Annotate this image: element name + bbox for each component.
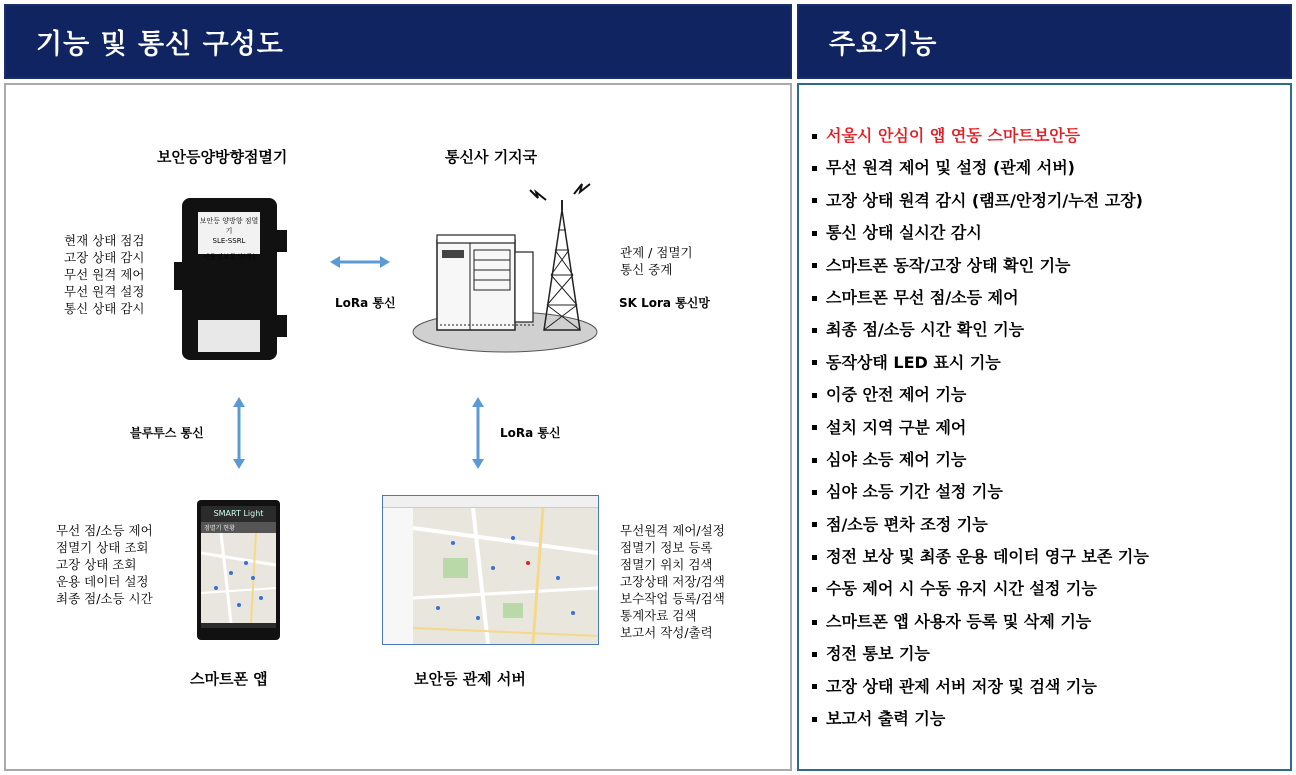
feature-item [812,185,1282,217]
feature-text: 동작상태 LED 표시 기능 [826,352,1001,372]
feature-text: 고장 상태 원격 감시 (램프/안정기/누전 고장) [826,190,1143,210]
server-toolbar [383,496,598,508]
device-feature: 무선 원격 제어 [64,267,145,282]
device-feature-list [64,232,144,317]
feature-text: 고장 상태 관제 서버 저장 및 검색 기능 [826,676,1097,696]
server-feature: 통계자료 검색 [620,608,697,623]
server-feature-list [620,522,725,641]
feature-text: 정전 보상 및 최종 운용 데이터 영구 보존 기능 [826,547,1149,567]
bullet-icon [812,263,817,268]
app-feature: 최종 점/소등 시간 [56,591,153,606]
feature-text: 최종 점/소등 시간 확인 기능 [826,320,1025,340]
device-feature: 무선 원격 설정 [64,284,145,299]
app-title: 스마트폰 앱 [190,670,268,688]
bullet-icon [812,328,817,333]
server-feature: 점멸기 정보 등록 [620,540,713,555]
feature-text: 스마트폰 동작/고장 상태 확인 기능 [826,255,1071,275]
bullet-icon [812,231,817,236]
server-feature: 보수작업 등록/검색 [620,591,725,606]
diagram-panel [4,83,792,771]
feature-item [812,152,1282,184]
app-screen-subtitle: 점멸기 현황 [201,522,276,533]
feature-item [812,347,1282,379]
feature-item [812,120,1282,152]
feature-item [812,638,1282,670]
bullet-icon [812,134,817,139]
device-label-maker: 서울정보통신(주) [202,253,256,261]
feature-item [812,541,1282,573]
feature-text: 심야 소등 기간 설정 기능 [826,482,1003,502]
diagram-header [4,4,792,79]
device-tab [174,262,184,290]
feature-text: 무선 원격 제어 및 설정 (관제 서버) [826,158,1075,178]
feature-item [812,476,1282,508]
base-station-title: 통신사 기지국 [445,148,538,166]
bullet-icon [812,296,817,301]
smartphone-image [197,500,280,640]
feature-item [812,217,1282,249]
network-label: SK Lora 통신망 [619,296,710,310]
features-header [797,4,1292,79]
diagram-header-title: 기능 및 통신 구성도 [36,29,284,60]
feature-item [812,573,1282,605]
bullet-icon [812,198,817,203]
feature-item [812,509,1282,541]
device-label-name: 보안등 양방향 점멸기 [199,217,259,235]
server-title: 보안등 관제 서버 [414,670,526,688]
server-feature: 무선원격 제어/설정 [620,523,725,538]
features-header-title: 주요기능 [829,29,938,60]
bullet-icon [812,555,817,560]
device-feature: 통신 상태 감시 [64,301,145,316]
feature-item [812,314,1282,346]
device-feature: 현재 상태 점검 [64,233,145,248]
feature-item [812,250,1282,282]
bluetooth-link-label: 블루투스 통신 [130,426,204,440]
feature-text: 정전 통보 기능 [826,644,930,664]
device-label [198,212,260,261]
feature-text: 보고서 출력 기능 [826,709,946,729]
device-feature: 고장 상태 감시 [64,250,145,265]
device-label-model: SLE-SSRL [212,237,246,245]
bullet-icon [812,458,817,463]
app-feature-list [56,522,153,607]
server-feature: 보고서 작성/출력 [620,625,713,640]
app-feature: 고장 상태 조회 [56,557,137,572]
app-feature: 점멸기 상태 조회 [56,540,149,555]
smartphone-screen [201,506,276,628]
bullet-icon [812,652,817,657]
app-map [201,533,276,623]
device-sticker [198,320,260,352]
device-tab [277,230,287,252]
app-screen-title: SMART Light [213,509,264,518]
feature-item [812,671,1282,703]
feature-text: 심야 소등 제어 기능 [826,449,967,469]
lora-arrow-horizontal [330,254,390,270]
lora-link-top-label: LoRa 통신 [335,296,396,310]
base-station-feature: 관제 / 점멸기 [620,245,693,260]
feature-item [812,444,1282,476]
feature-item [812,412,1282,444]
device-tab [277,315,287,337]
feature-text: 수동 제어 시 수동 유지 시간 설정 기능 [826,579,1097,599]
feature-text: 점/소등 편차 조정 기능 [826,514,988,534]
feature-item [812,379,1282,411]
bullet-icon [812,360,817,365]
device-image [182,198,277,360]
app-feature: 운용 데이터 설정 [56,574,149,589]
device-title: 보안등양방향점멸기 [157,148,288,166]
app-feature: 무선 점/소등 제어 [56,523,153,538]
bullet-icon [812,587,817,592]
bluetooth-arrow [231,397,247,469]
feature-text: 통신 상태 실시간 감시 [826,223,982,243]
bullet-icon [812,522,817,527]
feature-item [812,282,1282,314]
base-station-image [410,180,600,355]
lora-link-right-label: LoRa 통신 [500,426,561,440]
bullet-icon [812,490,817,495]
bullet-icon [812,717,817,722]
bullet-icon [812,620,817,625]
base-station-feature: 통신 중계 [620,262,673,277]
bullet-icon [812,425,817,430]
base-station-feature-list [620,244,693,278]
feature-text: 설치 지역 구분 제어 [826,417,967,437]
bullet-icon [812,393,817,398]
feature-text: 이중 안전 제어 기능 [826,385,967,405]
feature-text: 서울시 안심이 앱 연동 스마트보안등 [826,126,1081,145]
bullet-icon [812,166,817,171]
server-screenshot [382,495,599,645]
server-map [383,508,598,644]
feature-text: 스마트폰 앱 사용자 등록 및 삭제 기능 [826,611,1092,631]
bullet-icon [812,684,817,689]
feature-item [812,703,1282,735]
lora-arrow-vertical [470,397,486,469]
server-feature: 점멸기 위치 검색 [620,557,713,572]
server-feature: 고장상태 저장/검색 [620,574,725,589]
feature-item [812,606,1282,638]
features-list [812,120,1282,735]
feature-text: 스마트폰 무선 점/소등 제어 [826,287,1019,307]
